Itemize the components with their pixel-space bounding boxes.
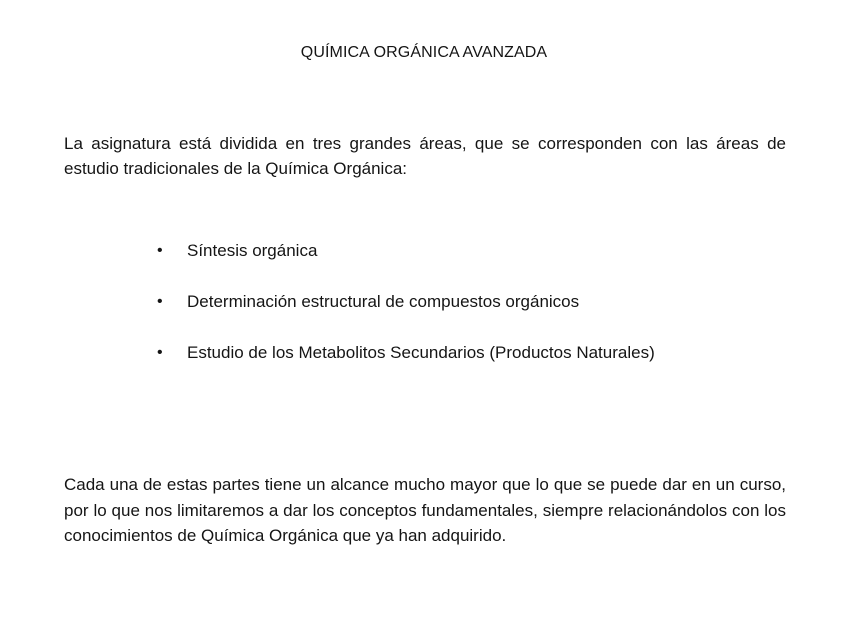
bullet-icon: • <box>157 293 163 310</box>
intro-paragraph: La asignatura está dividida en tres grandes áreas, que se corresponden con las áreas de estudio tradicionales de la Química Orgánica: <box>64 134 786 178</box>
areas-list <box>0 238 848 391</box>
list-item-label: Determinación estructural de compuestos orgánicos <box>187 292 580 311</box>
bullet-icon: • <box>157 344 163 361</box>
list-item <box>0 340 848 391</box>
document-title: QUÍMICA ORGÁNICA AVANZADA <box>300 44 548 61</box>
list-item <box>0 289 848 340</box>
list-item <box>0 238 848 289</box>
list-item-label: Estudio de los Metabolitos Secundarios (Productos Naturales) <box>187 343 655 362</box>
list-item-label: Síntesis orgánica <box>187 241 318 260</box>
closing-paragraph: Cada una de estas partes tiene un alcance mucho mayor que lo que se puede dar en un curso, por lo que nos limitaremos a dar los conceptos fundamentales, siempre relacionándolos con los conocimientos de Química Orgánica que ya han adquirido. <box>64 475 786 545</box>
bullet-icon: • <box>157 242 163 259</box>
